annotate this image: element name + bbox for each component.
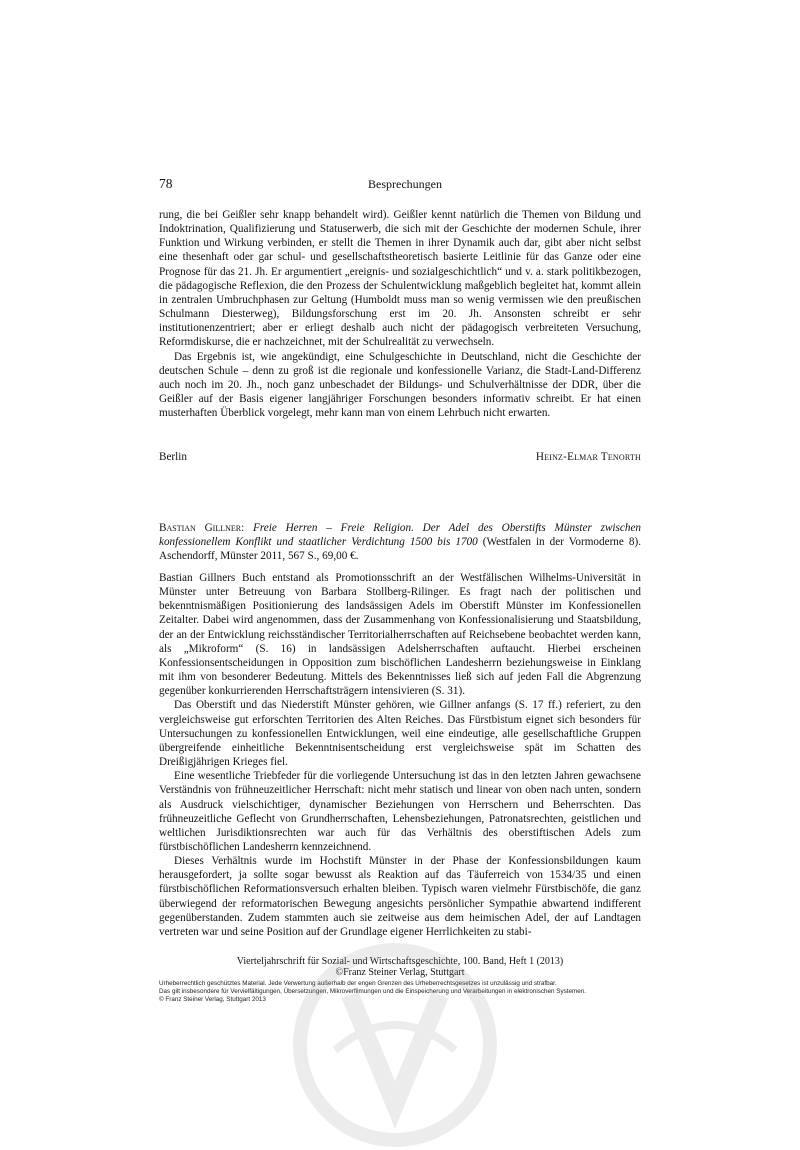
review-2-paragraph: Dieses Verhältnis wurde im Hochstift Münster in der Phase der Konfessionsbildungen kaum herausgefordert, ja sollte sogar bewusst als Reaktion auf das Täuferreich von 1534/35 und einen fürstbischöflichen Reformationsversuch erhalten bleiben. Typisch waren vielmehr Fürstbischöfe, die ganz überwiegend der reformatorischen Bewegung angesichts persönlicher Sympathie abwartend indifferent gegenüberstanden. Zudem stammten auch sie zeitweise aus dem heimischen Adel, der auf Landtagen vertreten war und seine Position auf der Grundlage eigener Herrlichkeiten zu stabi- [159, 855, 641, 938]
book-details: (Westfalen in der Vormoderne 8). Aschendorff, Münster 2011, 567 S., 69,00 €. [159, 536, 642, 563]
page-number: 78 [159, 176, 173, 191]
review-2-paragraph: Das Oberstift und das Niederstift Münster gehören, wie Gillner anfangs (S. 17 ff.) referiert, zu den vergleichsweise gut erforschten Territorien des Alten Reiches. Das Fürstbistum eignet sich besonders für Untersuchungen zu konfessionellen Entwicklungen, weil eine eindeutige, alle gesellschaftliche Gruppen übergreifende einheitliche Bekenntnisentscheidung erst vergleichsweise spät im Schatten des Dreißigjährigen Krieges fiel. [159, 699, 641, 769]
legal-notice-3: © Franz Steiner Verlag, Stuttgart 2013 [159, 996, 266, 1003]
review-1-paragraph: Das Ergebnis ist, wie angekündigt, eine Schulgeschichte in Deutschland, nicht die Geschichte der deutschen Schule – denn zu groß ist die regionale und konfessionelle Varianz, die Stadt-Land-Differenz auch noch im 20. Jh., noch ganz unbeschadet der Bildungs- und Schulverhältnisse der DDR, über die Geißler auf der Basis eigener langjähriger Forschungen besonders informativ schreibt. Er hat einen musterhaften Überblick vorgelegt, mehr kann man von einem Lehrbuch nicht erwarten. [159, 350, 641, 420]
biblio-separator: : [241, 522, 253, 534]
review-1-place: Berlin [159, 451, 187, 463]
legal-notice-1: Urheberrechtlich geschütztes Material. Jede Verwertung außerhalb der engen Grenzen des Urheberrechtsgesetzes ist unzulässig und strafbar. [159, 980, 557, 987]
review-2-paragraph: Eine wesentliche Triebfeder für die vorliegende Untersuchung ist das in den letzten Jahren gewachsene Verständnis von frühneuzeitlicher Herrschaft: nicht mehr statisch und linear von oben nach unten, sondern als Ausdruck vielschichtiger, dynamischer Beziehungen von Herrschern und Beherrschten. Das frühneuzeitliche Geflecht von Grundherrschaften, Lehensbeziehungen, Patronatsrechten, geistlichen und weltlichen Jurisdiktionsrechten war auch für das Verhältnis des oberstiftischen Adels zum fürstbischöflichen Landesherrn kennzeichnend. [159, 770, 641, 853]
running-head: Besprechungen [368, 177, 442, 191]
legal-notice-2: Das gilt insbesondere für Vervielfältigungen, Übersetzungen, Mikroverfilmungen und die Einspeicherung und Verarbeitungen in elektronischen Systemen. [159, 988, 587, 995]
review-1-author: Heinz-Elmar Tenorth [535, 451, 641, 463]
review-2-paragraph: Bastian Gillners Buch entstand als Promotionsschrift an der Westfälischen Wilhelms-Universität in Münster unter Betreuung von Barbara Stollberg-Rilinger. Es fragt nach der politischen und bekenntnismäßigen Positionierung des landsässigen Adels im Oberstift Münster im Konfessionellen Zeitalter. Dabei wird angenommen, dass der Zusammenhang von Konfessionalisierung und Staatsbildung, der an der Entwicklung reichsständischer Territorialherrschaften auf Reichsebene beobachtet werden kann, als „Mikroform“ (S. 16) in landsässigen Adelsherrschaften auftaucht. Hierbei erscheinen Konfessionsentscheidungen in Opposition zum bischöflichen Landesherrn beziehungsweise in Einklang mit ihm von besonderer Bedeutung. Mittels des Bekenntnisses ließ sich auf jeden Fall die Abgrenzung gegenüber konkurrierenden Herrschaftsträgern intensivieren (S. 31). [159, 572, 641, 698]
review-2-body [159, 571, 641, 939]
book-author: Bastian Gillner [159, 522, 242, 534]
footer-publisher: ©Franz Steiner Verlag, Stuttgart [335, 967, 465, 978]
review-1-paragraph: rung, die bei Geißler sehr knapp behandelt wird). Geißler kennt natürlich die Themen von Bildung und Indoktrination, Qualifizierung und Statuserwerb, die sich mit der Geschichte der modernen Schule, ihrer Funktion und Wirkung verbinden, er stellt die Themen in ihrer Dynamik auch dar, gibt aber nicht selbst eine thesenhaft oder gar schul- und gesellschaftstheoretisch basierte Leitlinie für das Ganze oder eine Prognose für das 21. Jh. Er argumentiert „ereignis- und sozialgeschichtlich“ und v. a. stark politikbezogen, die pädagogische Reflexion, die den Prozess der Schulentwicklung maßgeblich begleitet hat, kommt allein in zentralen Umbruchphasen zur Geltung (Humboldt muss man so wenig vermissen wie den preußischen Schulmann Diesterweg), Bildungsforschung erst im 20. Jh. Ansonsten schreibt er sehr institutionenzentriert; aber er erliegt deshalb auch nicht der pädagogisch verbreiteten Versuchung, Reformdiskurse, die er nachzeichnet, mit der Schulrealität zu verwechseln. [159, 209, 641, 349]
review-1-body [159, 208, 641, 420]
book-title: Freie Herren – Freie Religion. Der Adel des Oberstifts Münster zwischen konfessionellem Konflikt und staatlicher Verdichtung 1500 bis 1700 [159, 522, 641, 549]
footer-journal: Vierteljahrschrift für Sozial- und Wirtschaftsgeschichte, 100. Band, Heft 1 (2013) [236, 956, 564, 967]
bibliographic-entry [159, 521, 641, 563]
